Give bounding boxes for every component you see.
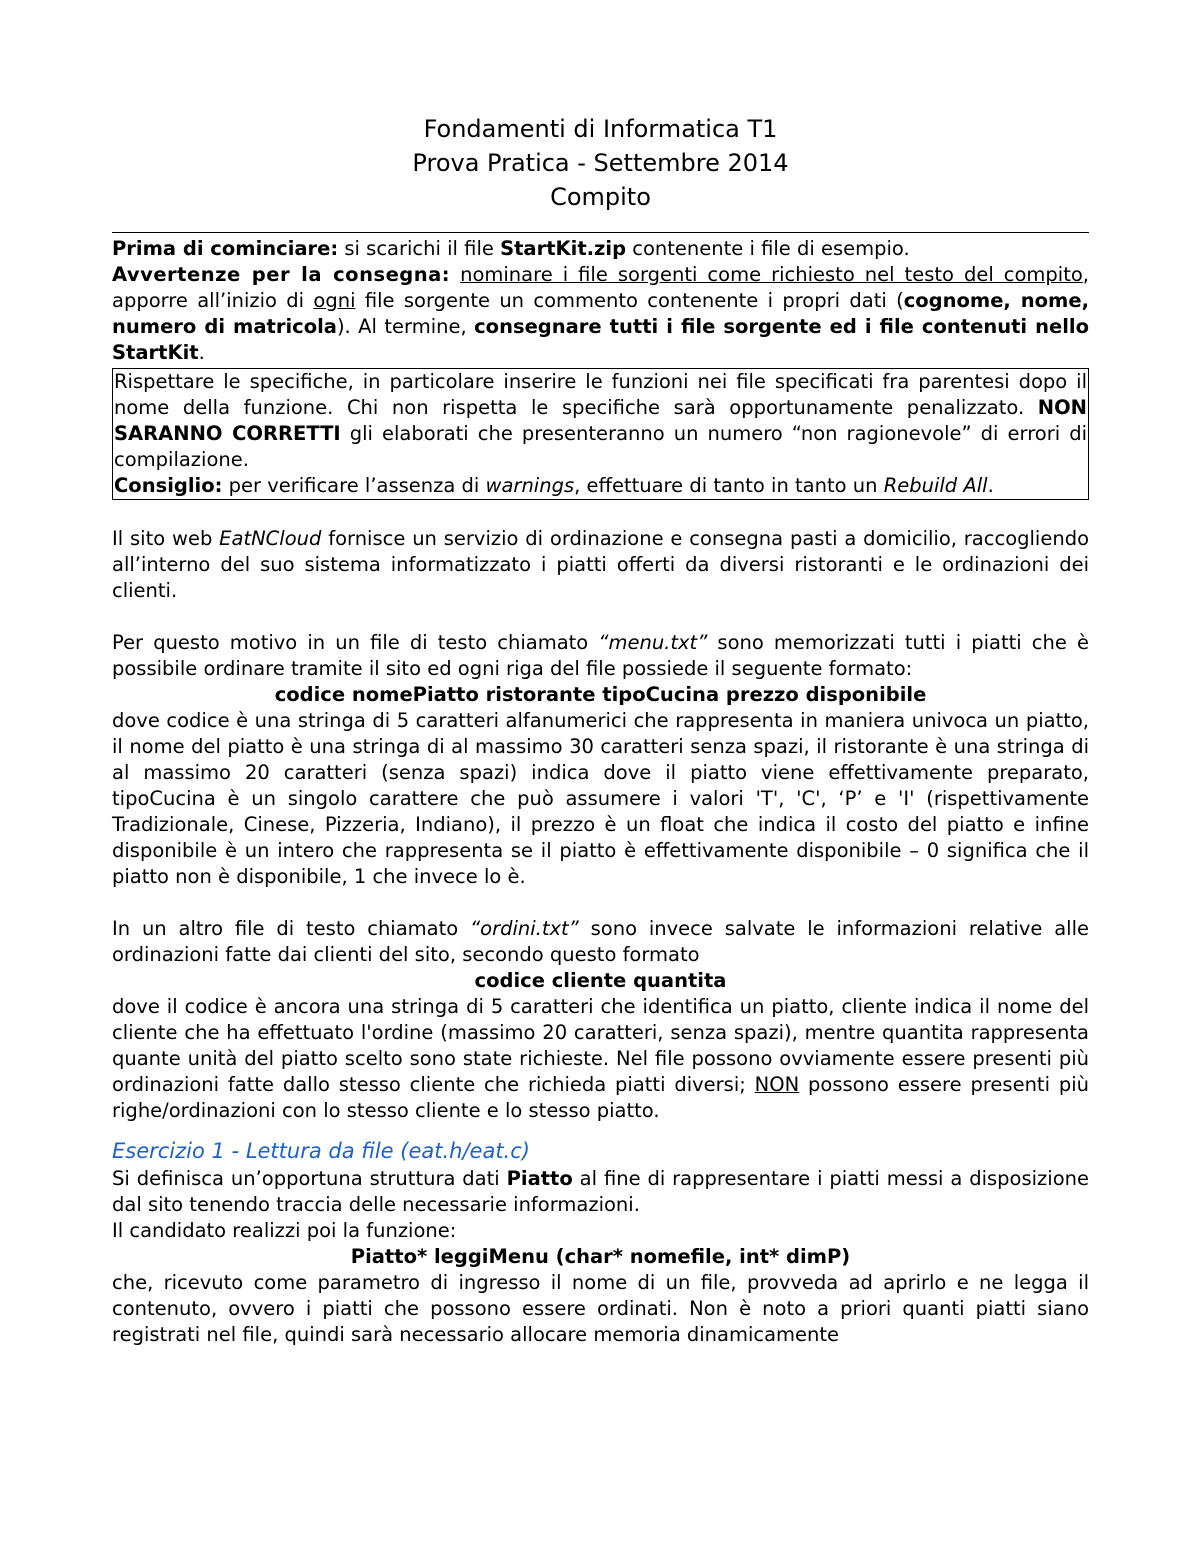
document-title <box>112 112 1089 214</box>
menu-paragraph: Per questo motivo in un file di testo chiamato “menu.txt” sono memorizzati tutti i piatti che è possibile ordinare tramite il sito ed ogni riga del file possiede il seguente formato: <box>112 631 1089 680</box>
esercizio-1-struct: Si definisca un’opportuna struttura dati Piatto al fine di rappresentare i piatti messi a disposizione dal sito tenendo traccia delle necessarie informazioni. <box>112 1167 1089 1216</box>
document-page <box>112 112 1089 1348</box>
intro-paragraph: Il sito web EatNCloud fornisce un servizio di ordinazione e consegna pasti a domicilio, raccogliendo all’interno del suo sistema informatizzato i piatti offerti da diversi ristoranti e le ordinazioni dei clienti. <box>112 527 1090 602</box>
consiglio-text: Consiglio: per verificare l’assenza di warnings, effettuare di tanto in tanto un Rebuild All. <box>114 474 994 497</box>
title-line-1: Fondamenti di Informatica T1 <box>423 115 778 143</box>
esercizio-1-description: che, ricevuto come parametro di ingresso il nome di un file, provveda ad aprirlo e ne legga il contenuto, ovvero i piatti che possono essere ordinati. Non è noto a priori quanti piatti siano registrati nel file, quindi sarà necessario allocare memoria dinamicamente <box>112 1271 1089 1346</box>
ordini-paragraph: In un altro file di testo chiamato “ordini.txt” sono invece salvate le informazioni relative alle ordinazioni fatte dai clienti del sito, secondo questo formato <box>112 917 1089 966</box>
instructions-block <box>112 232 1089 366</box>
title-line-2: Prova Pratica - Settembre 2014 <box>412 149 789 177</box>
ordini-format: codice cliente quantita <box>474 969 727 992</box>
ordini-description: dove il codice è ancora una stringa di 5 caratteri che identifica un piatto, cliente indica il nome del cliente che ha effettuato l'ordine (massimo 20 caratteri, senza spazi), mentre quantita rappresenta quante unità del piatto scelto sono state richieste. Nel file possono ovviamente essere presenti più ordinazioni fatte dallo stesso cliente che richieda piatti diversi; NON possono essere presenti più righe/ordinazioni con lo stesso cliente e lo stesso piatto. <box>112 995 1089 1122</box>
menu-description: dove codice è una stringa di 5 caratteri alfanumerici che rappresenta in maniera univoca un piatto, il nome del piatto è una stringa di al massimo 30 caratteri senza spazi, il ristorante è una stringa di al massimo 20 caratteri (senza spazi) indica dove il piatto viene effettivamente preparato, tipoCucina è un singolo carattere che può assumere i valori 'T', 'C', ‘P’ e 'I' (rispettivamente Tradizionale, Cinese, Pizzeria, Indiano), il prezzo è un float che indica il costo del piatto e infine disponibile è un intero che rappresenta se il piatto è effettivamente disponibile – 0 significa che il piatto non è disponibile, 1 che invece lo è. <box>112 709 1089 888</box>
title-line-3: Compito <box>550 183 651 211</box>
esercizio-1-intro: Il candidato realizzi poi la funzione: <box>112 1219 457 1242</box>
rules-box <box>112 368 1089 500</box>
esercizio-1-signature: Piatto* leggiMenu (char* nomefile, int* dimP) <box>350 1245 851 1268</box>
avvertenze-consegna: Avvertenze per la consegna: nominare i file sorgenti come richiesto nel testo del compito, apporre all’inizio di ogni file sorgente un commento contenente i propri dati (cognome, nome, numero di matricola). Al termine, consegnare tutti i file sorgente ed i file contenuti nello StartKit. <box>112 263 1089 364</box>
esercizio-1-heading: Esercizio 1 - Lettura da file (eat.h/eat.c) <box>112 1139 530 1163</box>
prima-di-cominciare: Prima di cominciare: si scarichi il file StartKit.zip contenente i file di esempio. <box>112 237 910 260</box>
menu-format: codice nomePiatto ristorante tipoCucina prezzo disponibile <box>274 683 927 706</box>
rules-text: Rispettare le specifiche, in particolare inserire le funzioni nei file specificati fra parentesi dopo il nome della funzione. Chi non rispetta le specifiche sarà opportunamente penalizzato. NON SARANNO CORRETTI gli elaborati che presenteranno un numero “non ragionevole” di errori di compilazione. <box>114 370 1088 471</box>
